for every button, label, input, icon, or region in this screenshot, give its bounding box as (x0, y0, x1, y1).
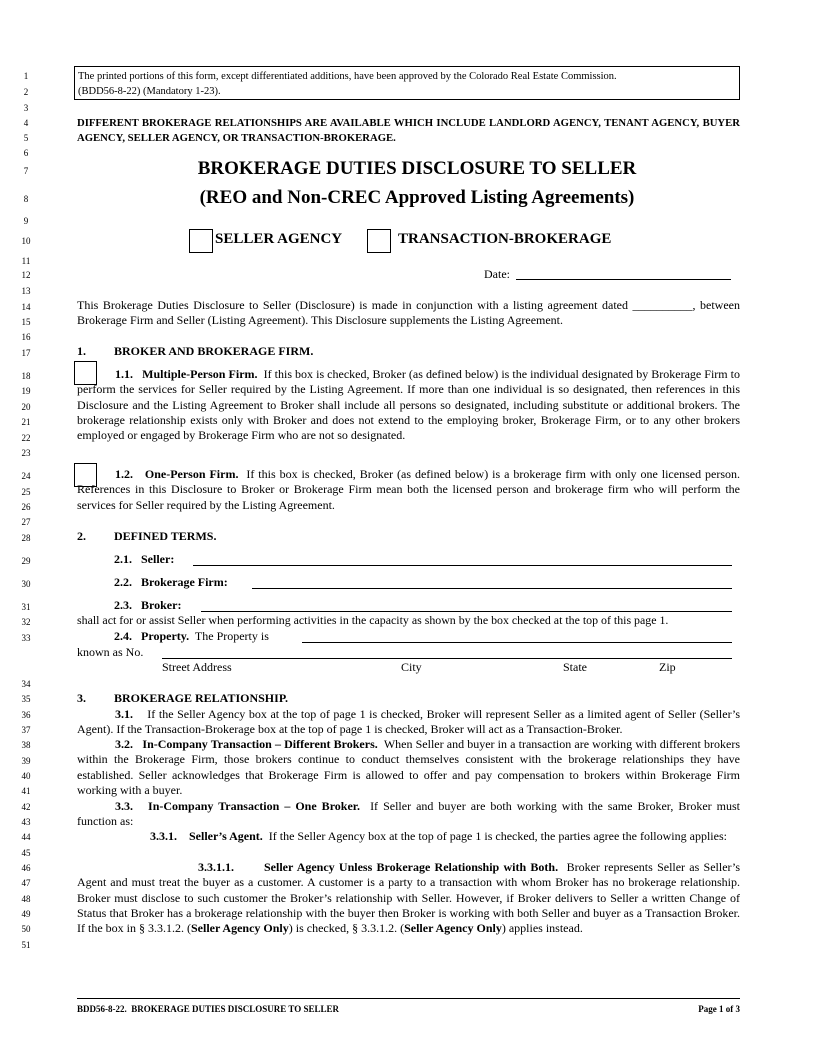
line-number: 12 (21, 270, 31, 280)
line-number: 50 (21, 924, 31, 934)
broker-label: 2.3. Broker: (114, 598, 182, 612)
p11-text: If this box is checked, Broker (as defined below) is the individual designated by Brokerage Firm to perform the services for Seller required by the Listing Agreement. If more than one individual is so designated, then references in this Disclosure and the Listing Agreement to Broker shall include all persons so designated, including substitute or additional brokers. The brokerage relationship exists only with Broker and does not extend to the employing broker, Brokerage Firm, or to any other brokers employed or engaged by Brokerage Firm who are not so designated. (77, 367, 741, 443)
known-as-label: known as No. (77, 645, 144, 659)
p12-text: If this box is checked, Broker (as defined below) is a brokerage firm with only one licensed person. References in this Disclosure to Broker or Brokerage Firm mean both the licensed person and brokerage firm who will perform the services for Seller required by the Listing Agreement. (77, 467, 741, 512)
line-number: 19 (21, 386, 31, 396)
line-number: 16 (21, 332, 31, 342)
line-number: 10 (21, 236, 31, 246)
date-field[interactable] (516, 279, 731, 280)
seller-agency-label: SELLER AGENCY (215, 231, 343, 247)
transaction-brokerage-checkbox[interactable] (367, 229, 391, 253)
page-subtitle: (REO and Non-CREC Approved Listing Agreements) (199, 187, 635, 208)
line-number: 37 (21, 725, 31, 735)
seller-field[interactable] (193, 565, 732, 566)
section-3-number: 3. (77, 691, 86, 705)
p12-number: 1.2. (115, 467, 133, 481)
p32-text: When Seller and buyer in a transaction are working with different brokers within the Brokerage Firm, those brokers continue to conduct themselves consistent with the brokerage relationships they have established. Seller acknowledges that Brokerage Firm is allowed to offer and pay compensation to brokers within Brokerage Firm working with a buyer. (77, 737, 741, 797)
line-number: 35 (21, 694, 31, 704)
intro-paragraph: This Brokerage Duties Disclosure to Seller (Disclosure) is made in conjunction with a listing agreement dated __________, between Brokerage Firm and Seller (Listing Agreement). This Disclosure supplements the Listing Agreement. (77, 298, 740, 328)
p3311-number: 3.3.1.1. (198, 860, 234, 874)
line-number: 30 (21, 579, 31, 589)
paragraph-3-3-1-1 (77, 860, 740, 936)
line-number: 18 (21, 371, 31, 381)
city-caption: City (401, 660, 422, 674)
line-number: 46 (21, 863, 31, 873)
line-number: 29 (21, 556, 31, 566)
state-caption: State (563, 660, 587, 674)
p31-text: If the Seller Agency box at the top of page 1 is checked, Broker will represent Seller as a limited agent of Seller (Seller’s Agent). If the Transaction-Brokerage box at the top of page 1 is checked, Broker will act as a Transaction-Broker. (77, 707, 741, 737)
section-2-number: 2. (77, 529, 86, 543)
line-number: 1 (23, 71, 29, 81)
relationships-warning: DIFFERENT BROKERAGE RELATIONSHIPS ARE AVAILABLE WHICH INCLUDE LANDLORD AGENCY, TENANT AGENCY, BUYER AGENCY, SELLER AGENCY, OR TRANSACTION-BROKERAGE. (77, 117, 740, 145)
p12-title: One-Person Firm. (144, 467, 239, 481)
address-field[interactable] (162, 658, 732, 659)
line-number: 25 (21, 487, 31, 497)
line-number: 49 (21, 909, 31, 919)
property-title: Property. (141, 629, 190, 643)
line-number: 36 (21, 710, 31, 720)
date-label: Date: (484, 267, 510, 281)
footer-rule (77, 998, 740, 999)
line-number: 2 (23, 87, 29, 97)
line-number: 5 (23, 133, 29, 143)
line-number: 7 (23, 166, 29, 176)
paragraph-3-3-1 (77, 829, 740, 844)
line-number: 40 (21, 771, 31, 781)
p33-text: If Seller and buyer are both working with the same Broker, Broker must function as: (77, 799, 741, 829)
line-number: 22 (21, 433, 31, 443)
line-number: 38 (21, 740, 31, 750)
line-number: 28 (21, 533, 31, 543)
line-number: 44 (21, 832, 31, 842)
line-number: 26 (21, 502, 31, 512)
p331-number: 3.3.1. (150, 829, 177, 843)
page-title: BROKERAGE DUTIES DISCLOSURE TO SELLER (197, 158, 637, 179)
line-number: 6 (23, 148, 29, 158)
section-3-heading: BROKERAGE RELATIONSHIP. (114, 691, 289, 705)
p11-title: Multiple-Person Firm. (142, 367, 258, 381)
commission-notice-box (74, 66, 740, 100)
p3311-title: Seller Agency Unless Brokerage Relationship with Both. (264, 860, 559, 874)
p33-title: In-Company Transaction – One Broker. (148, 799, 361, 813)
property-number: 2.4. (114, 629, 132, 643)
line-number: 11 (21, 256, 31, 266)
section-1-number: 1. (77, 344, 86, 358)
line-number: 34 (21, 679, 31, 689)
brokerage-firm-label: 2.2. Brokerage Firm: (114, 575, 228, 589)
broker-field[interactable] (201, 611, 732, 612)
line-number: 31 (21, 602, 31, 612)
p33-number: 3.3. (115, 799, 133, 813)
paragraph-3-2 (77, 737, 740, 798)
line-number: 9 (23, 216, 29, 226)
line-number: 8 (23, 194, 29, 204)
property-field[interactable] (302, 642, 732, 643)
line-number: 32 (21, 617, 31, 627)
p331-text: If the Seller Agency box at the top of page 1 is checked, the parties agree the following applies: (268, 829, 727, 843)
line-number: 3 (23, 103, 29, 113)
line-number: 47 (21, 878, 31, 888)
p31-number: 3.1. (115, 707, 133, 721)
section-2-heading: DEFINED TERMS. (114, 529, 217, 543)
p32-title: In-Company Transaction – Different Brokers. (142, 737, 378, 751)
line-number: 24 (21, 471, 31, 481)
line-number: 15 (21, 317, 31, 327)
line-number: 39 (21, 756, 31, 766)
line-number: 43 (21, 817, 31, 827)
paragraph-3-1 (77, 707, 740, 738)
property-text: The Property is (194, 629, 269, 643)
line-number: 33 (21, 633, 31, 643)
transaction-brokerage-label: TRANSACTION-BROKERAGE (398, 231, 612, 247)
line-number: 21 (21, 417, 31, 427)
p3311-end: ) applies instead. (501, 921, 583, 936)
street-address-caption: Street Address (162, 660, 232, 674)
paragraph-3-3 (77, 799, 740, 830)
seller-agency-checkbox[interactable] (189, 229, 213, 253)
footer-page-number: Page 1 of 3 (698, 1004, 740, 1014)
line-number: 4 (23, 118, 29, 128)
broker-capacity-text: shall act for or assist Seller when performing activities in the capacity as shown by the box checked at the top of this page 1. (77, 613, 669, 627)
line-number: 41 (21, 786, 31, 796)
line-number: 17 (21, 348, 31, 358)
p331-title: Seller’s Agent. (189, 829, 263, 843)
line-number: 45 (21, 848, 31, 858)
line-number: 42 (21, 802, 31, 812)
p11-number: 1.1. (115, 367, 133, 381)
footer-form-title: BDD56-8-22. BROKERAGE DUTIES DISCLOSURE TO SELLER (77, 1004, 339, 1014)
notice-line-2: (BDD56-8-22) (Mandatory 1-23). (78, 86, 221, 97)
line-number: 14 (21, 302, 31, 312)
line-number: 27 (21, 517, 31, 527)
line-number: 48 (21, 894, 31, 904)
line-number: 23 (21, 448, 31, 458)
seller-label: 2.1. Seller: (114, 552, 175, 566)
brokerage-firm-field[interactable] (252, 588, 732, 589)
notice-line-1: The printed portions of this form, except differentiated additions, have been approved by the Colorado Real Estate Commission. (78, 71, 617, 82)
p3311-text: Broker represents Seller as Seller’s Agent and must treat the buyer as a customer. A customer is a party to a transaction with whom Broker has no brokerage relationship. Broker must disclose to such customer the Broker’s relationship with Seller. However, if Broker delivers to Seller a written Change of Status that Broker has a brokerage relationship with the buyer then Broker is working with both Seller and buyer as a Transaction Broker. If the box in § 3.3.1.2. ( (77, 860, 740, 936)
section-1-heading: BROKER AND BROKERAGE FIRM. (114, 344, 314, 358)
property-line (114, 629, 269, 644)
p3311-bold-2: Seller Agency Only (404, 921, 502, 936)
line-number: 13 (21, 286, 31, 296)
p32-number: 3.2. (115, 737, 133, 751)
p3311-bold-1: Seller Agency Only (190, 921, 289, 936)
p3311-mid: ) is checked, § 3.3.1.2. ( (288, 921, 405, 936)
line-number: 20 (21, 402, 31, 412)
paragraph-1-1 (77, 367, 740, 443)
line-number: 51 (21, 940, 31, 950)
paragraph-1-2 (77, 467, 740, 513)
zip-caption: Zip (659, 660, 676, 674)
